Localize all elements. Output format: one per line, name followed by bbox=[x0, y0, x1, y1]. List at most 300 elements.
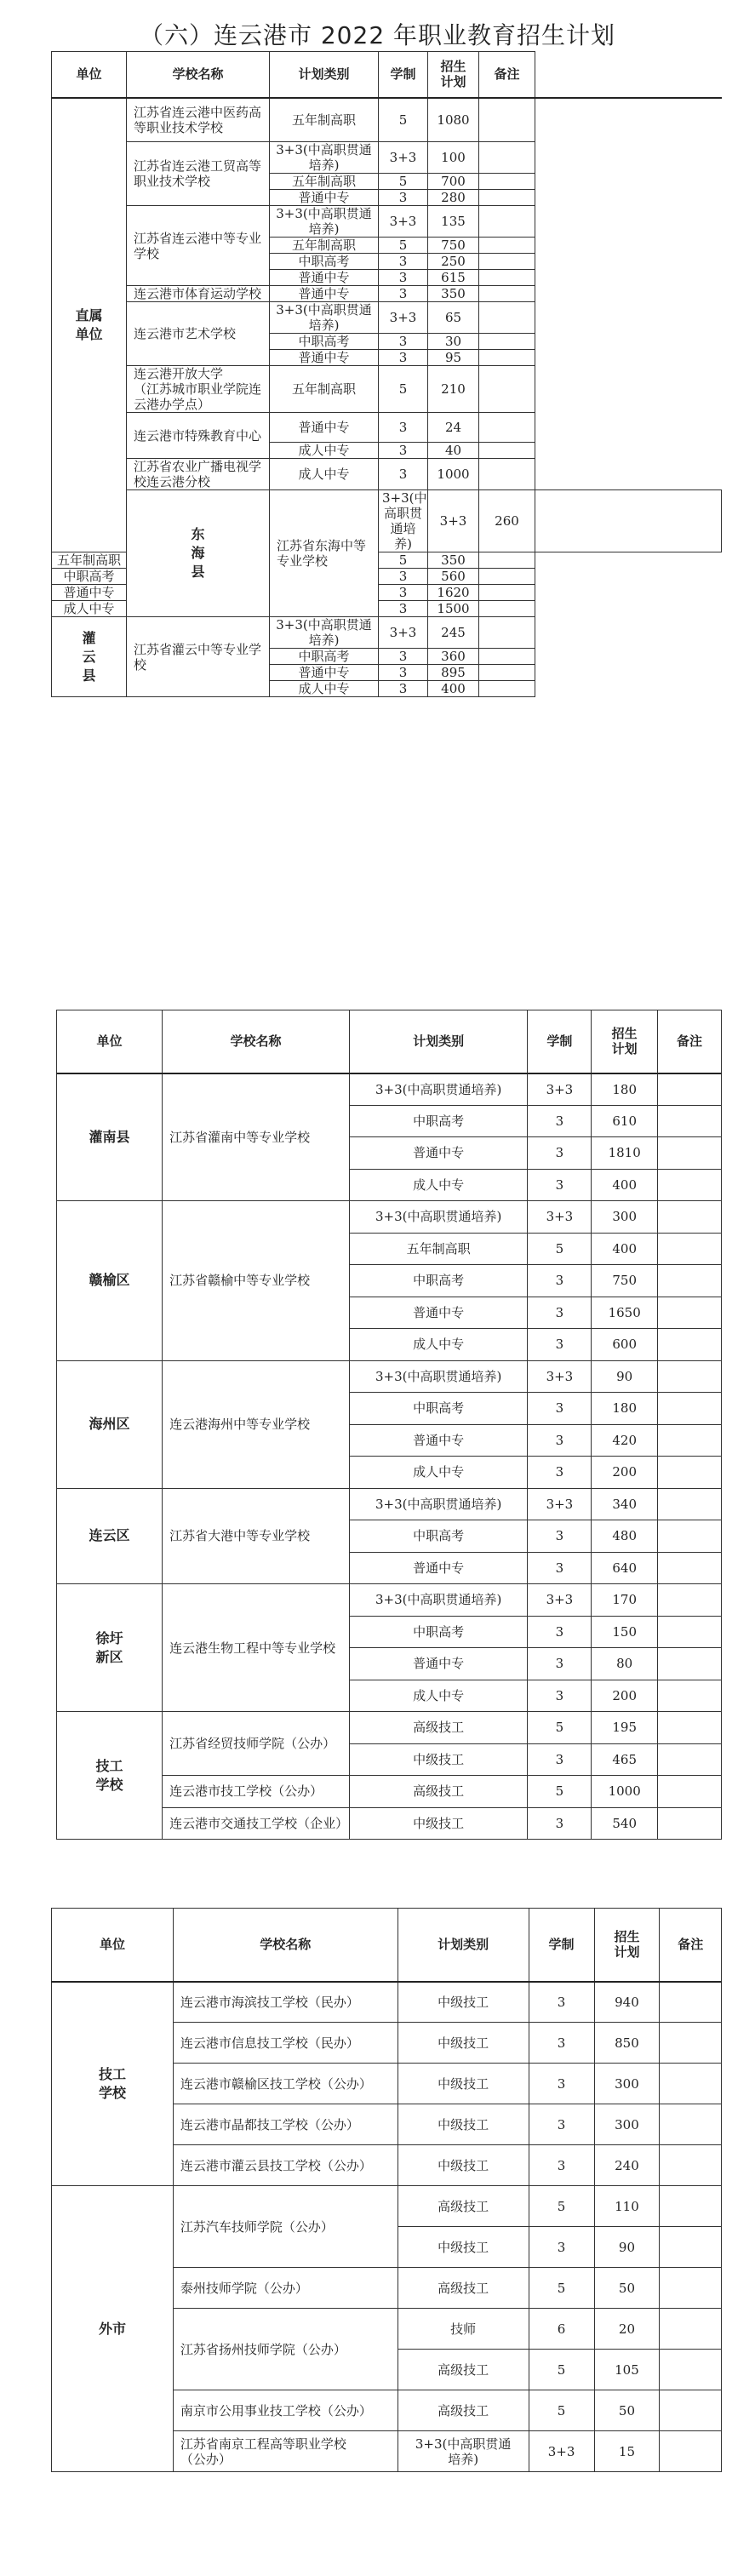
table-row bbox=[57, 1488, 722, 1520]
category-cell: 成人中专 bbox=[349, 1457, 527, 1489]
quota-cell: 300 bbox=[594, 2104, 660, 2145]
school-name-cell: 连云港生物工程中等专业学校 bbox=[163, 1584, 350, 1712]
years-cell: 3+3 bbox=[528, 1073, 592, 1106]
years-cell: 3 bbox=[379, 190, 428, 206]
category-cell: 成人中专 bbox=[349, 1169, 527, 1201]
years-cell: 3 bbox=[528, 1520, 592, 1553]
years-cell: 3 bbox=[379, 601, 428, 617]
header-note: 备注 bbox=[657, 1010, 721, 1073]
header-school: 学校名称 bbox=[163, 1010, 350, 1073]
header-note: 备注 bbox=[479, 52, 535, 98]
table-row bbox=[52, 286, 722, 302]
quota-cell: 610 bbox=[592, 1105, 658, 1137]
note-cell bbox=[657, 1648, 721, 1680]
note-cell bbox=[479, 649, 535, 665]
years-cell: 3 bbox=[528, 1743, 592, 1776]
note-cell bbox=[657, 1488, 721, 1520]
years-cell: 3 bbox=[528, 1648, 592, 1680]
category-cell: 3+3(中高职贯通培养) bbox=[379, 490, 428, 552]
note-cell bbox=[479, 366, 535, 413]
note-cell bbox=[479, 206, 535, 238]
school-name-cell: 江苏省连云港工贸高等职业技术学校 bbox=[127, 142, 270, 206]
category-cell: 中职高考 bbox=[349, 1265, 527, 1297]
category-cell: 中职高考 bbox=[270, 254, 379, 270]
years-cell: 3 bbox=[379, 413, 428, 443]
category-cell: 普通中专 bbox=[270, 350, 379, 366]
quota-cell: 300 bbox=[592, 1201, 658, 1234]
years-cell: 3 bbox=[379, 681, 428, 697]
category-cell: 中级技工 bbox=[398, 2104, 529, 2145]
note-cell bbox=[657, 1552, 721, 1584]
years-cell: 3 bbox=[379, 350, 428, 366]
years-cell: 3 bbox=[528, 1297, 592, 1329]
unit-cell: 徐圩 新区 bbox=[57, 1584, 163, 1712]
quota-cell: 170 bbox=[592, 1584, 658, 1617]
years-cell: 3 bbox=[528, 1169, 592, 1201]
category-cell: 中职高考 bbox=[52, 569, 127, 585]
school-name-cell: 连云港市特殊教育中心 bbox=[127, 413, 270, 459]
table-header-row bbox=[57, 1010, 722, 1073]
years-cell: 3 bbox=[528, 1329, 592, 1361]
note-cell bbox=[479, 98, 535, 142]
header-category: 计划类别 bbox=[349, 1010, 527, 1073]
header-years: 学制 bbox=[528, 1010, 592, 1073]
header-school: 学校名称 bbox=[127, 52, 270, 98]
table-row bbox=[57, 1712, 722, 1744]
category-cell: 技师 bbox=[398, 2309, 529, 2350]
note-cell bbox=[479, 681, 535, 697]
years-cell: 3 bbox=[529, 2064, 594, 2104]
note-cell bbox=[660, 2186, 722, 2227]
school-name-cell: 江苏省连云港中等专业学校 bbox=[127, 206, 270, 286]
category-cell: 中职高考 bbox=[270, 334, 379, 350]
note-cell bbox=[657, 1360, 721, 1393]
table-row bbox=[57, 1201, 722, 1234]
years-cell: 3 bbox=[528, 1424, 592, 1457]
category-cell: 成人中专 bbox=[270, 443, 379, 459]
years-cell: 3 bbox=[528, 1265, 592, 1297]
quota-cell: 1000 bbox=[592, 1776, 658, 1808]
years-cell: 3 bbox=[379, 569, 428, 585]
category-cell: 高级技工 bbox=[398, 2268, 529, 2309]
quota-cell: 30 bbox=[428, 334, 479, 350]
note-cell bbox=[660, 2431, 722, 2472]
header-quota: 招生 计划 bbox=[594, 1909, 660, 1982]
table-row bbox=[52, 413, 722, 443]
category-cell: 高级技工 bbox=[349, 1712, 527, 1744]
quota-cell: 65 bbox=[428, 302, 479, 334]
years-cell: 3 bbox=[379, 286, 428, 302]
plan-table-3 bbox=[51, 1908, 722, 2472]
category-cell: 普通中专 bbox=[52, 585, 127, 601]
years-cell: 3 bbox=[379, 270, 428, 286]
note-cell bbox=[660, 2268, 722, 2309]
unit-cell: 灌南县 bbox=[57, 1073, 163, 1201]
years-cell: 6 bbox=[529, 2309, 594, 2350]
note-cell bbox=[657, 1329, 721, 1361]
note-cell bbox=[479, 443, 535, 459]
years-cell: 5 bbox=[379, 366, 428, 413]
quota-cell: 350 bbox=[428, 552, 479, 569]
years-cell: 3+3 bbox=[528, 1584, 592, 1617]
years-cell: 3 bbox=[528, 1616, 592, 1648]
note-cell bbox=[479, 350, 535, 366]
note-cell bbox=[657, 1265, 721, 1297]
years-cell: 5 bbox=[379, 98, 428, 142]
note-cell bbox=[535, 490, 722, 552]
years-cell: 3+3 bbox=[528, 1360, 592, 1393]
quota-cell: 1080 bbox=[428, 98, 479, 142]
note-cell bbox=[479, 413, 535, 443]
table-row bbox=[52, 98, 722, 142]
years-cell: 3 bbox=[528, 1807, 592, 1840]
years-cell: 5 bbox=[379, 174, 428, 190]
note-cell bbox=[657, 1233, 721, 1265]
quota-cell: 110 bbox=[594, 2186, 660, 2227]
category-cell: 中职高考 bbox=[349, 1616, 527, 1648]
category-cell: 五年制高职 bbox=[349, 1233, 527, 1265]
quota-cell: 200 bbox=[592, 1680, 658, 1712]
table-row bbox=[52, 206, 722, 238]
note-cell bbox=[657, 1584, 721, 1617]
page-title: （六）连云港市 2022 年职业教育招生计划 bbox=[139, 21, 616, 49]
school-name-cell: 连云港海州中等专业学校 bbox=[163, 1360, 350, 1488]
school-name-cell: 江苏省经贸技师学院（公办） bbox=[163, 1712, 350, 1776]
school-name-cell: 泰州技师学院（公办） bbox=[173, 2268, 398, 2309]
note-cell bbox=[657, 1073, 721, 1106]
header-school: 学校名称 bbox=[173, 1909, 398, 1982]
years-cell: 5 bbox=[529, 2268, 594, 2309]
years-cell: 3+3 bbox=[379, 617, 428, 649]
category-cell: 普通中专 bbox=[270, 286, 379, 302]
category-cell: 3+3(中高职贯通培养) bbox=[349, 1201, 527, 1234]
unit-cell: 赣榆区 bbox=[57, 1201, 163, 1361]
quota-cell: 350 bbox=[428, 286, 479, 302]
category-cell: 五年制高职 bbox=[270, 174, 379, 190]
category-cell: 成人中专 bbox=[349, 1680, 527, 1712]
category-cell: 3+3(中高职贯通培养) bbox=[270, 617, 379, 649]
school-name-cell: 连云港市技工学校（公办） bbox=[163, 1776, 350, 1808]
quota-cell: 200 bbox=[592, 1457, 658, 1489]
note-cell bbox=[479, 569, 535, 585]
category-cell: 中级技工 bbox=[349, 1743, 527, 1776]
unit-cell: 灌 云 县 bbox=[52, 617, 127, 697]
category-cell: 中职高考 bbox=[349, 1520, 527, 1553]
quota-cell: 50 bbox=[594, 2268, 660, 2309]
note-cell bbox=[657, 1457, 721, 1489]
note-cell bbox=[657, 1393, 721, 1425]
category-cell: 普通中专 bbox=[270, 413, 379, 443]
category-cell: 成人中专 bbox=[270, 681, 379, 697]
note-cell bbox=[479, 286, 535, 302]
note-cell bbox=[657, 1616, 721, 1648]
category-cell: 中级技工 bbox=[398, 2023, 529, 2064]
quota-cell: 280 bbox=[428, 190, 479, 206]
table-row bbox=[57, 1360, 722, 1393]
quota-cell: 465 bbox=[592, 1743, 658, 1776]
note-cell bbox=[657, 1520, 721, 1553]
category-cell: 中职高考 bbox=[349, 1105, 527, 1137]
note-cell bbox=[657, 1169, 721, 1201]
years-cell: 3+3 bbox=[379, 206, 428, 238]
header-category: 计划类别 bbox=[398, 1909, 529, 1982]
years-cell: 3 bbox=[529, 1982, 594, 2023]
years-cell: 3 bbox=[379, 443, 428, 459]
quota-cell: 300 bbox=[594, 2064, 660, 2104]
quota-cell: 180 bbox=[592, 1073, 658, 1106]
note-cell bbox=[657, 1424, 721, 1457]
note-cell bbox=[657, 1680, 721, 1712]
school-name-cell: 江苏省灌云中等专业学校 bbox=[127, 617, 270, 697]
note-cell bbox=[660, 2145, 722, 2186]
note-cell bbox=[657, 1776, 721, 1808]
years-cell: 5 bbox=[528, 1233, 592, 1265]
quota-cell: 15 bbox=[594, 2431, 660, 2472]
category-cell: 普通中专 bbox=[349, 1137, 527, 1170]
table-header-row bbox=[52, 52, 722, 98]
category-cell: 五年制高职 bbox=[52, 552, 127, 569]
header-note: 备注 bbox=[660, 1909, 722, 1982]
quota-cell: 895 bbox=[428, 665, 479, 681]
quota-cell: 600 bbox=[592, 1329, 658, 1361]
plan-table-1 bbox=[51, 51, 722, 697]
school-name-cell: 江苏省农业广播电视学校连云港分校 bbox=[127, 459, 270, 490]
quota-cell: 850 bbox=[594, 2023, 660, 2064]
table-row bbox=[52, 490, 722, 552]
header-unit: 单位 bbox=[57, 1010, 163, 1073]
quota-cell: 400 bbox=[592, 1233, 658, 1265]
table-row bbox=[52, 1982, 722, 2023]
school-name-cell: 连云港市艺术学校 bbox=[127, 302, 270, 366]
unit-cell: 技工 学校 bbox=[52, 1982, 174, 2186]
quota-cell: 210 bbox=[428, 366, 479, 413]
quota-cell: 135 bbox=[428, 206, 479, 238]
note-cell bbox=[479, 601, 535, 617]
years-cell: 5 bbox=[529, 2186, 594, 2227]
school-name-cell: 连云港市信息技工学校（民办） bbox=[173, 2023, 398, 2064]
note-cell bbox=[657, 1201, 721, 1234]
quota-cell: 1810 bbox=[592, 1137, 658, 1170]
note-cell bbox=[660, 2023, 722, 2064]
unit-cell: 连云区 bbox=[57, 1488, 163, 1584]
note-cell bbox=[657, 1743, 721, 1776]
category-cell: 3+3(中高职贯通培养) bbox=[270, 142, 379, 174]
school-name-cell: 江苏省赣榆中等专业学校 bbox=[163, 1201, 350, 1361]
years-cell: 3+3 bbox=[528, 1488, 592, 1520]
years-cell: 5 bbox=[379, 552, 428, 569]
quota-cell: 615 bbox=[428, 270, 479, 286]
quota-cell: 24 bbox=[428, 413, 479, 443]
quota-cell: 90 bbox=[594, 2227, 660, 2268]
years-cell: 3 bbox=[379, 649, 428, 665]
table-row bbox=[57, 1073, 722, 1106]
category-cell: 中级技工 bbox=[349, 1807, 527, 1840]
quota-cell: 560 bbox=[428, 569, 479, 585]
category-cell: 成人中专 bbox=[270, 459, 379, 490]
category-cell: 3+3(中高职贯通培养) bbox=[349, 1360, 527, 1393]
quota-cell: 420 bbox=[592, 1424, 658, 1457]
category-cell: 普通中专 bbox=[349, 1552, 527, 1584]
school-name-cell: 江苏省扬州技师学院（公办） bbox=[173, 2309, 398, 2390]
plan-table-2 bbox=[56, 1010, 722, 1840]
table-row bbox=[52, 366, 722, 413]
school-name-cell: 连云港市赣榆区技工学校（公办） bbox=[173, 2064, 398, 2104]
quota-cell: 180 bbox=[592, 1393, 658, 1425]
note-cell bbox=[479, 617, 535, 649]
category-cell: 3+3(中高职贯通培养) bbox=[349, 1488, 527, 1520]
school-name-cell: 连云港市交通技工学校（企业） bbox=[163, 1807, 350, 1840]
header-years: 学制 bbox=[529, 1909, 594, 1982]
years-cell: 5 bbox=[379, 238, 428, 254]
years-cell: 3 bbox=[379, 585, 428, 601]
school-name-cell: 江苏汽车技师学院（公办） bbox=[173, 2186, 398, 2268]
note-cell bbox=[660, 1982, 722, 2023]
school-name-cell: 南京市公用事业技工学校（公办） bbox=[173, 2390, 398, 2431]
table-row bbox=[57, 1584, 722, 1617]
note-cell bbox=[479, 665, 535, 681]
note-cell bbox=[657, 1712, 721, 1744]
category-cell: 普通中专 bbox=[270, 270, 379, 286]
quota-cell: 1620 bbox=[428, 585, 479, 601]
years-cell: 3 bbox=[528, 1552, 592, 1584]
school-name-cell: 江苏省大港中等专业学校 bbox=[163, 1488, 350, 1584]
quota-cell: 480 bbox=[592, 1520, 658, 1553]
table-header-row bbox=[52, 1909, 722, 1982]
note-cell bbox=[479, 334, 535, 350]
unit-cell: 外市 bbox=[52, 2186, 174, 2472]
quota-cell: 20 bbox=[594, 2309, 660, 2350]
school-name-cell: 江苏省南京工程高等职业学校 （公办） bbox=[173, 2431, 398, 2472]
school-name-cell: 江苏省灌南中等专业学校 bbox=[163, 1073, 350, 1201]
category-cell: 3+3(中高职贯通培养) bbox=[270, 206, 379, 238]
table-row bbox=[52, 2186, 722, 2227]
category-cell: 五年制高职 bbox=[270, 238, 379, 254]
school-name-cell: 连云港市灌云县技工学校（公办） bbox=[173, 2145, 398, 2186]
category-cell: 普通中专 bbox=[349, 1424, 527, 1457]
category-cell: 五年制高职 bbox=[270, 366, 379, 413]
years-cell: 3 bbox=[529, 2145, 594, 2186]
quota-cell: 400 bbox=[428, 681, 479, 697]
school-name-cell: 连云港开放大学 （江苏城市职业学院连云港办学点） bbox=[127, 366, 270, 413]
unit-cell: 东 海 县 bbox=[127, 490, 270, 617]
quota-cell: 95 bbox=[428, 350, 479, 366]
school-name-cell: 江苏省连云港中医药高等职业技术学校 bbox=[127, 98, 270, 142]
years-cell: 3 bbox=[528, 1105, 592, 1137]
quota-cell: 50 bbox=[594, 2390, 660, 2431]
quota-cell: 40 bbox=[428, 443, 479, 459]
quota-cell: 240 bbox=[594, 2145, 660, 2186]
years-cell: 3 bbox=[379, 334, 428, 350]
quota-cell: 750 bbox=[592, 1265, 658, 1297]
category-cell: 中级技工 bbox=[398, 2145, 529, 2186]
years-cell: 3 bbox=[528, 1393, 592, 1425]
note-cell bbox=[657, 1297, 721, 1329]
quota-cell: 700 bbox=[428, 174, 479, 190]
note-cell bbox=[660, 2227, 722, 2268]
quota-cell: 340 bbox=[592, 1488, 658, 1520]
years-cell: 5 bbox=[528, 1776, 592, 1808]
category-cell: 3+3(中高职贯通培养) bbox=[270, 302, 379, 334]
note-cell bbox=[479, 552, 535, 569]
quota-cell: 1000 bbox=[428, 459, 479, 490]
category-cell: 普通中专 bbox=[349, 1297, 527, 1329]
quota-cell: 250 bbox=[428, 254, 479, 270]
note-cell bbox=[660, 2309, 722, 2350]
years-cell: 3 bbox=[379, 459, 428, 490]
quota-cell: 195 bbox=[592, 1712, 658, 1744]
note-cell bbox=[479, 302, 535, 334]
table-row bbox=[52, 459, 722, 490]
years-cell: 3 bbox=[528, 1137, 592, 1170]
years-cell: 5 bbox=[528, 1712, 592, 1744]
header-quota: 招生 计划 bbox=[428, 52, 479, 98]
quota-cell: 150 bbox=[592, 1616, 658, 1648]
quota-cell: 80 bbox=[592, 1648, 658, 1680]
category-cell: 高级技工 bbox=[398, 2390, 529, 2431]
category-cell: 中级技工 bbox=[398, 1982, 529, 2023]
years-cell: 3 bbox=[379, 665, 428, 681]
years-cell: 3 bbox=[528, 1457, 592, 1489]
category-cell: 高级技工 bbox=[398, 2186, 529, 2227]
header-years: 学制 bbox=[379, 52, 428, 98]
note-cell bbox=[479, 174, 535, 190]
note-cell bbox=[660, 2390, 722, 2431]
category-cell: 普通中专 bbox=[270, 665, 379, 681]
years-cell: 3 bbox=[379, 254, 428, 270]
table-row bbox=[52, 617, 722, 649]
header-category: 计划类别 bbox=[270, 52, 379, 98]
category-cell: 普通中专 bbox=[270, 190, 379, 206]
category-cell: 五年制高职 bbox=[270, 98, 379, 142]
category-cell: 中级技工 bbox=[398, 2064, 529, 2104]
years-cell: 3 bbox=[529, 2227, 594, 2268]
school-name-cell: 连云港市晶都技工学校（公办） bbox=[173, 2104, 398, 2145]
note-cell bbox=[657, 1137, 721, 1170]
years-cell: 5 bbox=[529, 2390, 594, 2431]
note-cell bbox=[660, 2350, 722, 2390]
years-cell: 3 bbox=[528, 1680, 592, 1712]
table-row bbox=[52, 302, 722, 334]
years-cell: 3+3 bbox=[379, 142, 428, 174]
quota-cell: 940 bbox=[594, 1982, 660, 2023]
note-cell bbox=[657, 1105, 721, 1137]
header-unit: 单位 bbox=[52, 52, 127, 98]
note-cell bbox=[479, 238, 535, 254]
unit-cell: 直属 单位 bbox=[52, 98, 127, 552]
category-cell: 普通中专 bbox=[349, 1648, 527, 1680]
category-cell: 高级技工 bbox=[398, 2350, 529, 2390]
category-cell: 中职高考 bbox=[270, 649, 379, 665]
category-cell: 成人中专 bbox=[52, 601, 127, 617]
header-quota: 招生 计划 bbox=[592, 1010, 658, 1073]
school-name-cell: 连云港市体育运动学校 bbox=[127, 286, 270, 302]
note-cell bbox=[479, 270, 535, 286]
category-cell: 3+3(中高职贯通培养) bbox=[349, 1584, 527, 1617]
category-cell: 中职高考 bbox=[349, 1393, 527, 1425]
category-cell: 3+3(中高职贯通培养) bbox=[349, 1073, 527, 1106]
quota-cell: 105 bbox=[594, 2350, 660, 2390]
school-name-cell: 江苏省东海中等专业学校 bbox=[270, 490, 379, 617]
school-name-cell: 连云港市海滨技工学校（民办） bbox=[173, 1982, 398, 2023]
years-cell: 3+3 bbox=[529, 2431, 594, 2472]
quota-cell: 260 bbox=[479, 490, 535, 552]
note-cell bbox=[660, 2064, 722, 2104]
note-cell bbox=[479, 459, 535, 490]
category-cell: 中级技工 bbox=[398, 2227, 529, 2268]
years-cell: 3+3 bbox=[428, 490, 479, 552]
note-cell bbox=[479, 254, 535, 270]
quota-cell: 1500 bbox=[428, 601, 479, 617]
